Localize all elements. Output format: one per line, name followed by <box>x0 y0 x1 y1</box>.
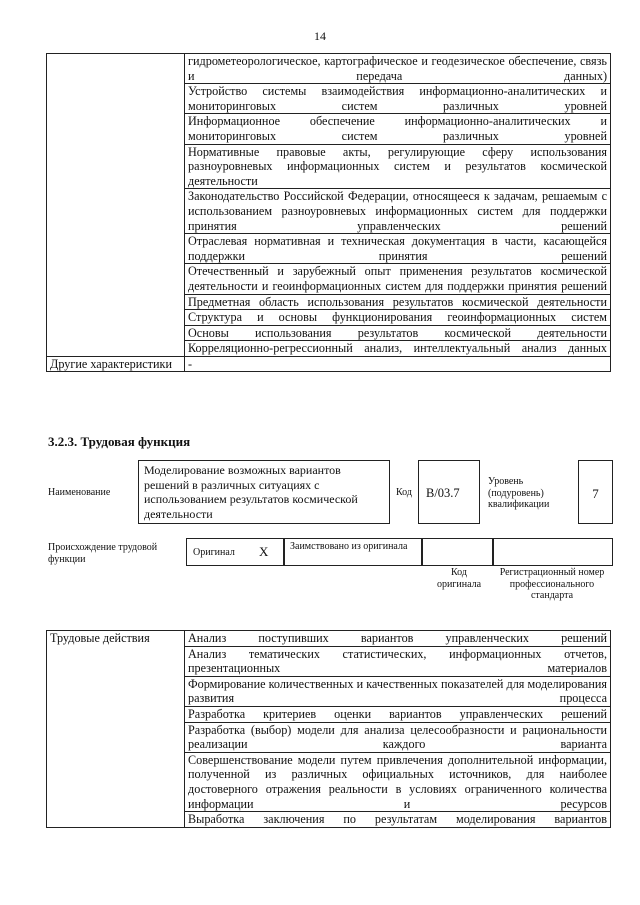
page-number: 14 <box>314 29 326 43</box>
original-label: Оригинал <box>193 547 235 558</box>
labor-action-row: Выработка заключения по результатам моделирования вариантов <box>185 812 611 828</box>
origin-code-caption: Код оригинала <box>436 567 482 590</box>
origin-code-box <box>421 538 494 566</box>
level-label: Уровень (подуровень) квалификации <box>488 476 550 510</box>
knowledge-row: Корреляционно-регрессионный анализ, интеллектуальный анализ данных <box>185 341 611 357</box>
registration-box <box>492 538 613 566</box>
section-heading: 3.2.3. Трудовая функция <box>48 434 191 449</box>
code-value: B/03.7 <box>426 486 460 500</box>
knowledge-label-cell <box>47 54 185 357</box>
labor-actions-label: Трудовые действия <box>47 631 185 828</box>
knowledge-row: Отраслевая нормативная и техническая документация в части, касающейся поддержки принятия решений <box>185 234 611 264</box>
origin-label: Происхождение трудовой функции <box>48 542 158 565</box>
other-characteristics-label: Другие характеристики <box>47 356 185 372</box>
level-value: 7 <box>592 486 599 501</box>
knowledge-row: Нормативные правовые акты, регулирующие сферу использования разноуровневых информационных систем и результатов космической деятельности <box>185 144 611 189</box>
name-label: Наименование <box>48 487 111 498</box>
labor-action-row: Анализ тематических статистических, информационных отчетов, презентационных материалов <box>185 646 611 676</box>
other-characteristics-value: - <box>185 356 611 372</box>
registration-caption: Регистрационный номер профессионального стандарта <box>499 567 605 601</box>
labor-action-row: Формирование количественных и качественных показателей для моделирования развития процесса <box>185 676 611 706</box>
knowledge-row: Предметная область использования результатов космической деятельности <box>185 294 611 310</box>
knowledge-row: Устройство системы взаимодействия информационно-аналитических и мониторинговых систем различных уровней <box>185 84 611 114</box>
code-box <box>418 460 480 524</box>
function-name-box <box>138 460 390 524</box>
knowledge-row: Структура и основы функционирования геоинформационных систем <box>185 310 611 326</box>
knowledge-row: Информационное обеспечение информационно-аналитических и мониторинговых систем различных уровней <box>185 114 611 144</box>
code-label: Код <box>396 487 412 498</box>
knowledge-row: Отечественный и зарубежный опыт применения результатов космической деятельности и геоинформационных систем для поддержки принятия решений <box>185 264 611 294</box>
knowledge-row: Основы использования результатов космической деятельности <box>185 325 611 341</box>
labor-action-row: Анализ поступивших вариантов управленческих решений <box>185 631 611 647</box>
borrowed-label: Заимствовано из оригинала <box>290 541 408 552</box>
labor-action-row: Разработка критериев оценки вариантов управленческих решений <box>185 706 611 722</box>
labor-action-row: Совершенствование модели путем привлечения дополнительной информации, полученной из различных официальных источников, для наиболее достоверного отражения реальности в условиях ограниченного количества информации и ресурсов <box>185 752 611 811</box>
original-mark: X <box>259 544 269 559</box>
borrowed-box <box>283 538 423 566</box>
function-name-value: Моделирование возможных вариантов решений в различных ситуациях с использованием результатов космической деятельности <box>144 463 358 521</box>
knowledge-row: Законодательство Российской Федерации, относящееся к задачам, решаемым с использованием разноуровневых информационных систем для поддержки принятия управленческих решений <box>185 189 611 234</box>
labor-action-row: Разработка (выбор) модели для анализа целесообразности и рациональности реализации каждого варианта <box>185 722 611 752</box>
original-box <box>186 538 285 566</box>
labor-actions-table <box>46 630 611 828</box>
level-box <box>578 460 613 524</box>
knowledge-table <box>46 53 611 372</box>
knowledge-row: гидрометеорологическое, картографическое и геодезическое обеспечение, связь и передача данных) <box>185 54 611 84</box>
